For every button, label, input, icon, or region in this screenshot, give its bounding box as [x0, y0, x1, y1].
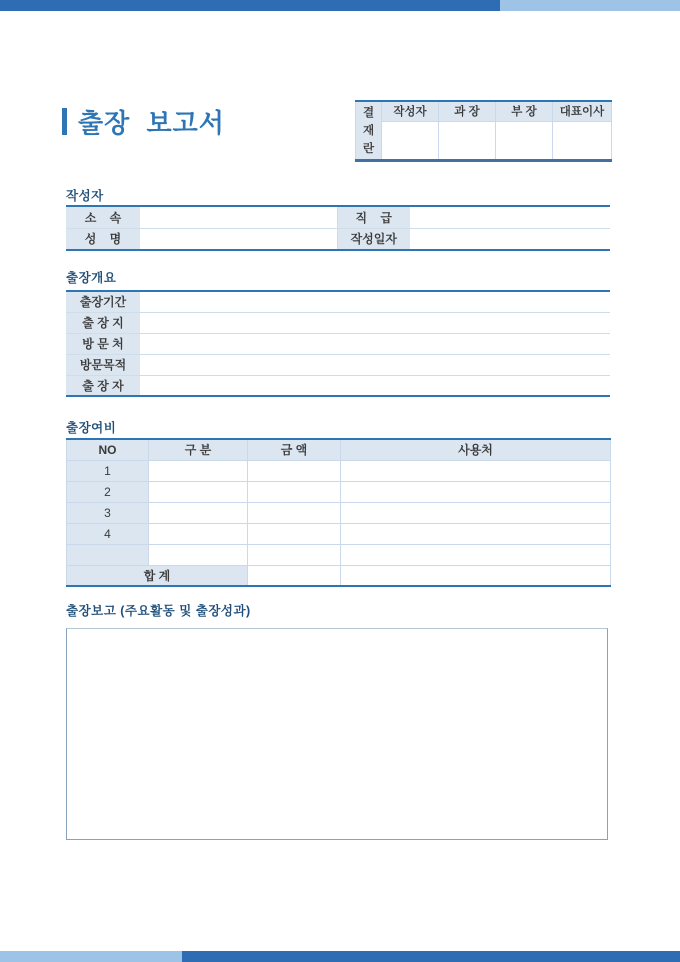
approval-stamp-label	[356, 101, 382, 160]
overview-label-destination: 출 장 지	[66, 312, 140, 333]
approval-col-manager: 과 장	[439, 101, 496, 121]
expense-category-cell[interactable]	[149, 502, 248, 523]
expense-category-cell[interactable]	[149, 544, 248, 565]
expense-usage-cell[interactable]	[341, 502, 611, 523]
overview-table	[66, 290, 610, 397]
expense-amount-cell[interactable]	[248, 544, 341, 565]
expense-usage-cell[interactable]	[341, 481, 611, 502]
report-section-heading: 출장보고 (주요활동 및 출장성과)	[66, 604, 251, 618]
expense-total-usage-cell[interactable]	[341, 565, 611, 586]
expense-row-no: 3	[67, 502, 149, 523]
expense-row-no: 1	[67, 460, 149, 481]
expense-category-cell[interactable]	[149, 481, 248, 502]
writer-section-heading: 작성자	[66, 189, 104, 203]
bottom-bar-dark	[182, 951, 680, 962]
stamp-char: 란	[362, 143, 375, 156]
expense-total-amount-cell[interactable]	[248, 565, 341, 586]
expense-amount-cell[interactable]	[248, 460, 341, 481]
approval-sign-cell-manager[interactable]	[439, 121, 496, 160]
approval-sign-cell-writer[interactable]	[382, 121, 439, 160]
expenses-col-no: NO	[67, 439, 149, 460]
expense-total-row	[67, 565, 611, 586]
expense-usage-cell[interactable]	[341, 523, 611, 544]
overview-field-visited-org[interactable]	[140, 333, 610, 354]
expense-usage-cell[interactable]	[341, 544, 611, 565]
expense-row-no: 2	[67, 481, 149, 502]
expense-row-no: 4	[67, 523, 149, 544]
expense-total-label: 합 계	[67, 565, 248, 586]
approval-sign-cell-ceo[interactable]	[553, 121, 612, 160]
expense-category-cell[interactable]	[149, 460, 248, 481]
expense-row	[67, 523, 611, 544]
top-bar-dark	[0, 0, 500, 11]
expenses-table	[66, 438, 611, 587]
expense-row	[67, 481, 611, 502]
approval-table	[355, 100, 612, 162]
writer-field-department[interactable]	[140, 206, 337, 228]
writer-field-position[interactable]	[410, 206, 610, 228]
expense-amount-cell[interactable]	[248, 523, 341, 544]
overview-field-destination[interactable]	[140, 312, 610, 333]
writer-label-position: 직 급	[337, 206, 410, 228]
title-accent-bar	[62, 108, 67, 135]
overview-label-purpose: 방문목적	[66, 354, 140, 375]
writer-label-department: 소 속	[66, 206, 140, 228]
overview-label-period: 출장기간	[66, 291, 140, 312]
page-title-text: 출장 보고서	[78, 108, 225, 138]
overview-section-heading: 출장개요	[66, 271, 117, 285]
expenses-col-category: 구 분	[149, 439, 248, 460]
expense-row	[67, 544, 611, 565]
expense-row-no	[67, 544, 149, 565]
expense-category-cell[interactable]	[149, 523, 248, 544]
expense-row	[67, 502, 611, 523]
expense-amount-cell[interactable]	[248, 481, 341, 502]
writer-field-date[interactable]	[410, 228, 610, 250]
expense-usage-cell[interactable]	[341, 460, 611, 481]
writer-field-name[interactable]	[140, 228, 337, 250]
bottom-bar-light	[0, 951, 182, 962]
approval-col-writer: 작성자	[382, 101, 439, 121]
overview-field-purpose[interactable]	[140, 354, 610, 375]
overview-field-period[interactable]	[140, 291, 610, 312]
approval-col-ceo: 대표이사	[553, 101, 612, 121]
writer-label-name: 성 명	[66, 228, 140, 250]
top-bar-light	[500, 0, 680, 11]
expenses-section-heading: 출장여비	[66, 421, 117, 435]
expense-row	[67, 460, 611, 481]
stamp-char: 재	[362, 125, 375, 138]
expenses-col-amount: 금 액	[248, 439, 341, 460]
overview-field-traveler[interactable]	[140, 375, 610, 396]
expense-amount-cell[interactable]	[248, 502, 341, 523]
writer-label-date: 작성일자	[337, 228, 410, 250]
approval-col-director: 부 장	[496, 101, 553, 121]
stamp-char: 결	[362, 107, 375, 120]
expenses-col-usage: 사용처	[341, 439, 611, 460]
page-title	[62, 103, 225, 140]
writer-table	[66, 205, 610, 251]
report-content-box[interactable]	[66, 628, 608, 840]
overview-label-traveler: 출 장 자	[66, 375, 140, 396]
overview-label-visited-org: 방 문 처	[66, 333, 140, 354]
approval-sign-cell-director[interactable]	[496, 121, 553, 160]
